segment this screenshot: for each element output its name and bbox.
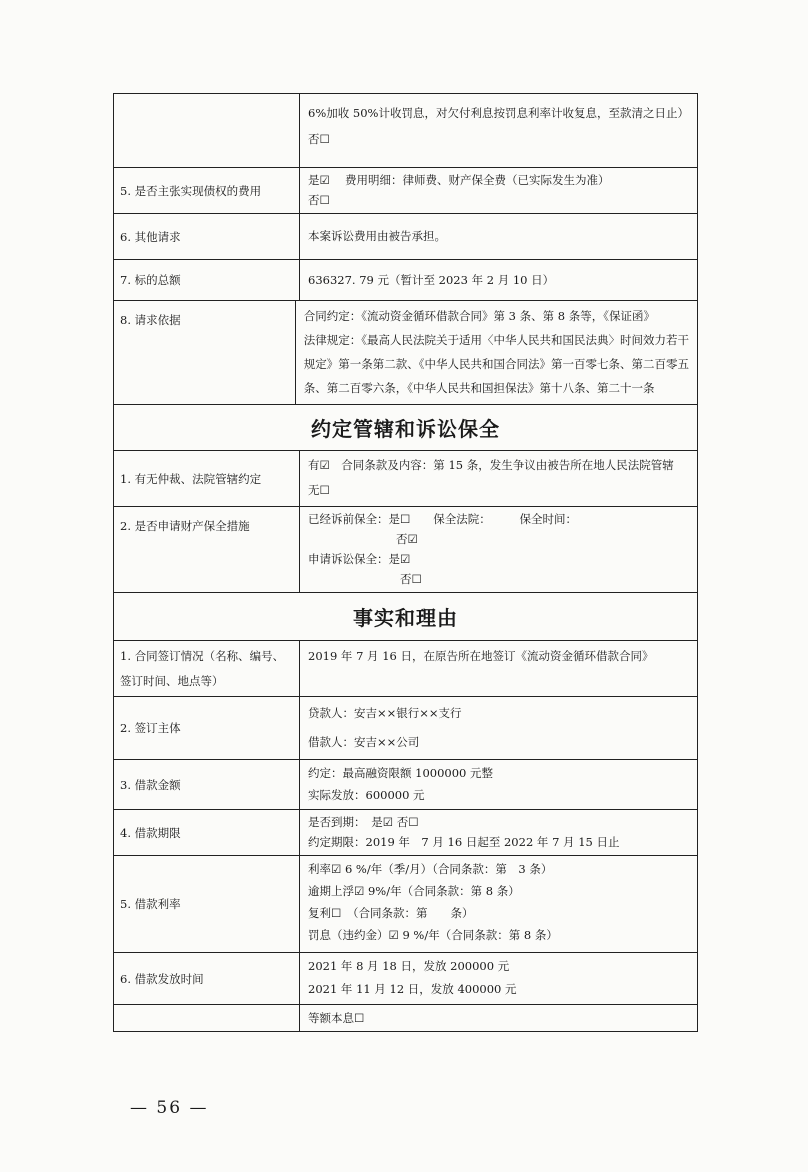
row-label: 8. 请求依据 [114,301,296,404]
table-row [114,507,698,593]
row-value [300,507,698,592]
row-label: 1. 有无仲裁、法院管辖约定 [114,451,300,506]
value-line: 规定》第一条第二款、《中华人民共和国合同法》第一百零七条、第二百零五 [303,357,689,371]
value-line: 否☐ [308,132,330,146]
row-value [300,1005,698,1031]
row-value [300,810,698,855]
value-line: 申请诉讼保全：是☑ [308,552,411,566]
table-row [114,697,698,760]
value-line: 借款人：安吉××公司 [308,735,420,749]
row-label: 6. 其他请求 [114,214,300,259]
value-line: 复利☐ （合同条款：第 条） [308,906,474,920]
table-row [114,810,698,856]
table-row [114,856,698,953]
row-value [300,697,698,759]
page-number: — 56 — [130,1098,209,1118]
row-value [300,451,698,506]
value-line: 罚息（违约金）☑ 9 %/年（合同条款：第 8 条） [308,928,558,942]
value-line: 否☐ [400,572,422,586]
table-row [114,301,698,405]
value-line: 是否到期： 是☑ 否☐ [308,815,419,829]
section-title: 约定管辖和诉讼保全 [311,417,500,441]
value-line: 合同约定：《流动资金循环借款合同》第 3 条、第 8 条等，《保证函》 [303,309,656,323]
row-label: 3. 借款金额 [114,760,300,809]
value-line: 逾期上浮☑ 9%/年（合同条款：第 8 条） [308,884,520,898]
table-row [114,451,698,507]
value-line: 实际发放：600000 元 [308,788,425,802]
complaint-form-table [113,93,698,1032]
section-header [114,405,698,451]
value-line: 636327. 79 元（暂计至 2023 年 2 月 10 日） [308,272,555,287]
row-value [300,260,698,300]
value-line: 是☑ 费用明细：律师费、财产保全费（已实际发生为准） [308,173,610,187]
row-label: 2. 签订主体 [114,697,300,759]
table-row [114,1005,698,1032]
table-row [114,260,698,301]
value-line: 2019 年 7 月 16 日，在原告所在地签订《流动资金循环借款合同》 [308,649,654,663]
table-row [114,760,698,810]
value-line: 有☑ 合同条款及内容：第 15 条，发生争议由被告所在地人民法院管辖 [308,458,674,472]
row-value [300,953,698,1004]
value-line: 否☐ [308,193,330,207]
row-value [300,214,698,259]
row-label: 6. 借款发放时间 [114,953,300,1004]
row-label: 5. 借款利率 [114,856,300,952]
value-line: 约定：最高融资限额 1000000 元整 [308,766,494,780]
value-line: 无☐ [308,483,330,497]
section-header [114,593,698,641]
table-row [114,94,698,168]
table-row [114,168,698,214]
row-value [300,760,698,809]
row-value [300,641,698,696]
value-line: 贷款人：安吉××银行××支行 [308,706,462,720]
value-line: 利率☑ 6 %/年（季/月）（合同条款：第 3 条） [308,862,553,876]
value-line: 否☑ [396,532,418,546]
row-label [114,94,300,167]
row-label: 5. 是否主张实现债权的费用 [114,168,300,213]
value-line: 法律规定：《最高人民法院关于适用〈中华人民共和国民法典〉时间效力若干 [303,333,689,347]
row-value [296,301,698,404]
table-row [114,214,698,260]
table-row [114,641,698,697]
row-value [300,168,698,213]
value-line: 6%加收 50%计收罚息，对欠付利息按罚息利率计收复息，至款清之日止） [308,106,689,120]
section-title: 事实和理由 [353,606,458,630]
value-line: 约定期限：2019 年 7 月 16 日起至 2022 年 7 月 15 日止 [308,835,620,849]
row-label: 1. 合同签订情况（名称、编号、签订时间、地点等） [114,641,300,696]
value-line: 条、第二百零六条，《中华人民共和国担保法》第十八条、第二十一条 [303,381,655,395]
row-label: 4. 借款期限 [114,810,300,855]
value-line: 2021 年 11 月 12 日，发放 400000 元 [308,982,517,996]
value-line: 2021 年 8 月 18 日，发放 200000 元 [308,959,510,973]
row-label [114,1005,300,1031]
table-row [114,953,698,1005]
row-value [300,856,698,952]
row-label: 2. 是否申请财产保全措施 [114,507,300,592]
value-line: 已经诉前保全：是☐ 保全法院： 保全时间： [308,512,578,526]
row-value [300,94,698,167]
row-label: 7. 标的总额 [114,260,300,300]
value-line: 本案诉讼费用由被告承担。 [308,229,446,243]
value-line: 等额本息☐ [308,1011,365,1025]
